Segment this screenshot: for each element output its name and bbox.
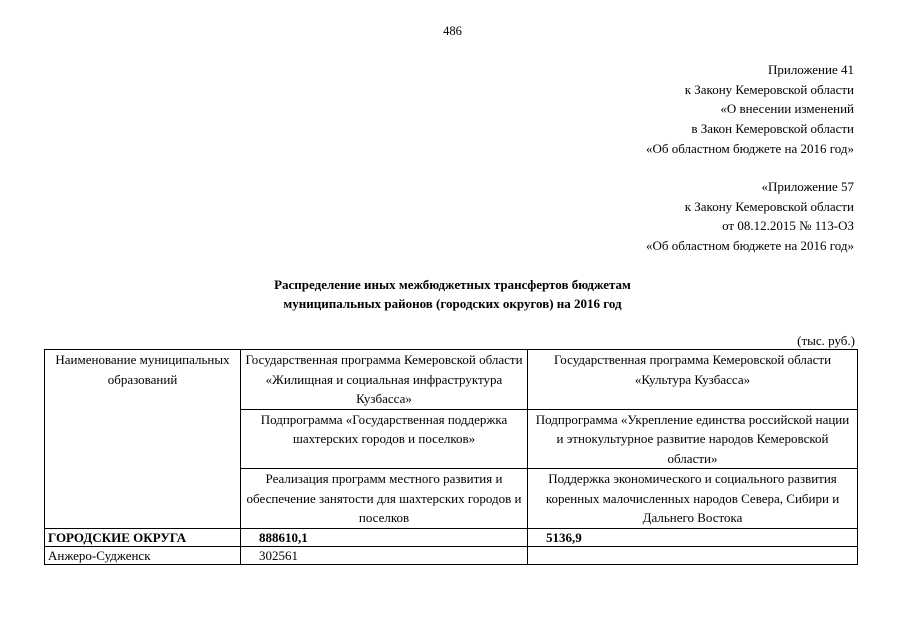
units-label: (тыс. руб.) bbox=[797, 333, 855, 348]
annex-line: к Закону Кемеровской области bbox=[684, 81, 854, 97]
row-name: Анжеро-Судженск bbox=[45, 546, 241, 564]
page-number: 486 bbox=[443, 24, 462, 38]
title-line: Распределение иных межбюджетных трансфертов бюджетам bbox=[274, 277, 631, 292]
header-subprogram-1: Подпрограмма «Государственная поддержка шахтерских городов и поселков» bbox=[241, 409, 528, 469]
annex-line: «Об областном бюджете на 2016 год» bbox=[646, 238, 854, 254]
annex-line: к Закону Кемеровской области bbox=[684, 198, 854, 214]
header-program-1: Государственная программа Кемеровской области «Жилищная и социальная инфраструктура Кузбасса» bbox=[241, 350, 528, 410]
row-value-1: 888610,1 bbox=[241, 528, 528, 546]
row-value-1: 302561 bbox=[241, 546, 528, 564]
annex-line: «Об областном бюджете на 2016 год» bbox=[646, 140, 854, 156]
header-municipality: Наименование муниципальных образований bbox=[45, 350, 241, 529]
header-program-2: Государственная программа Кемеровской области «Культура Кузбасса» bbox=[528, 350, 858, 410]
annex-line: «О внесении изменений bbox=[720, 101, 854, 117]
annex-original-heading bbox=[646, 177, 854, 256]
annex-line: Приложение 41 bbox=[767, 62, 854, 77]
row-value-2 bbox=[528, 546, 858, 564]
row-value-2: 5136,9 bbox=[528, 528, 858, 546]
document-title bbox=[0, 275, 905, 313]
annex-line: «Приложение 57 bbox=[761, 179, 854, 194]
annex-current-heading bbox=[646, 60, 854, 159]
title-line: муниципальных районов (городских округов) на 2016 год bbox=[283, 296, 622, 311]
header-measure-2: Поддержка экономического и социального развития коренных малочисленных народов Севера, Сибири и Дальнего Востока bbox=[528, 469, 858, 529]
header-subprogram-2: Подпрограмма «Укрепление единства российской нации и этнокультурное развитие народов Кемеровской области» bbox=[528, 409, 858, 469]
table-row bbox=[45, 528, 858, 546]
table-row bbox=[45, 546, 858, 564]
header-measure-1: Реализация программ местного развития и обеспечение занятости для шахтерских городов и поселков bbox=[241, 469, 528, 529]
annex-line: от 08.12.2015 № 113-ОЗ bbox=[722, 218, 854, 234]
annex-line: в Закон Кемеровской области bbox=[691, 121, 854, 137]
transfers-table bbox=[44, 349, 858, 565]
header-row-programs bbox=[45, 350, 858, 410]
row-name: ГОРОДСКИЕ ОКРУГА bbox=[45, 528, 241, 546]
